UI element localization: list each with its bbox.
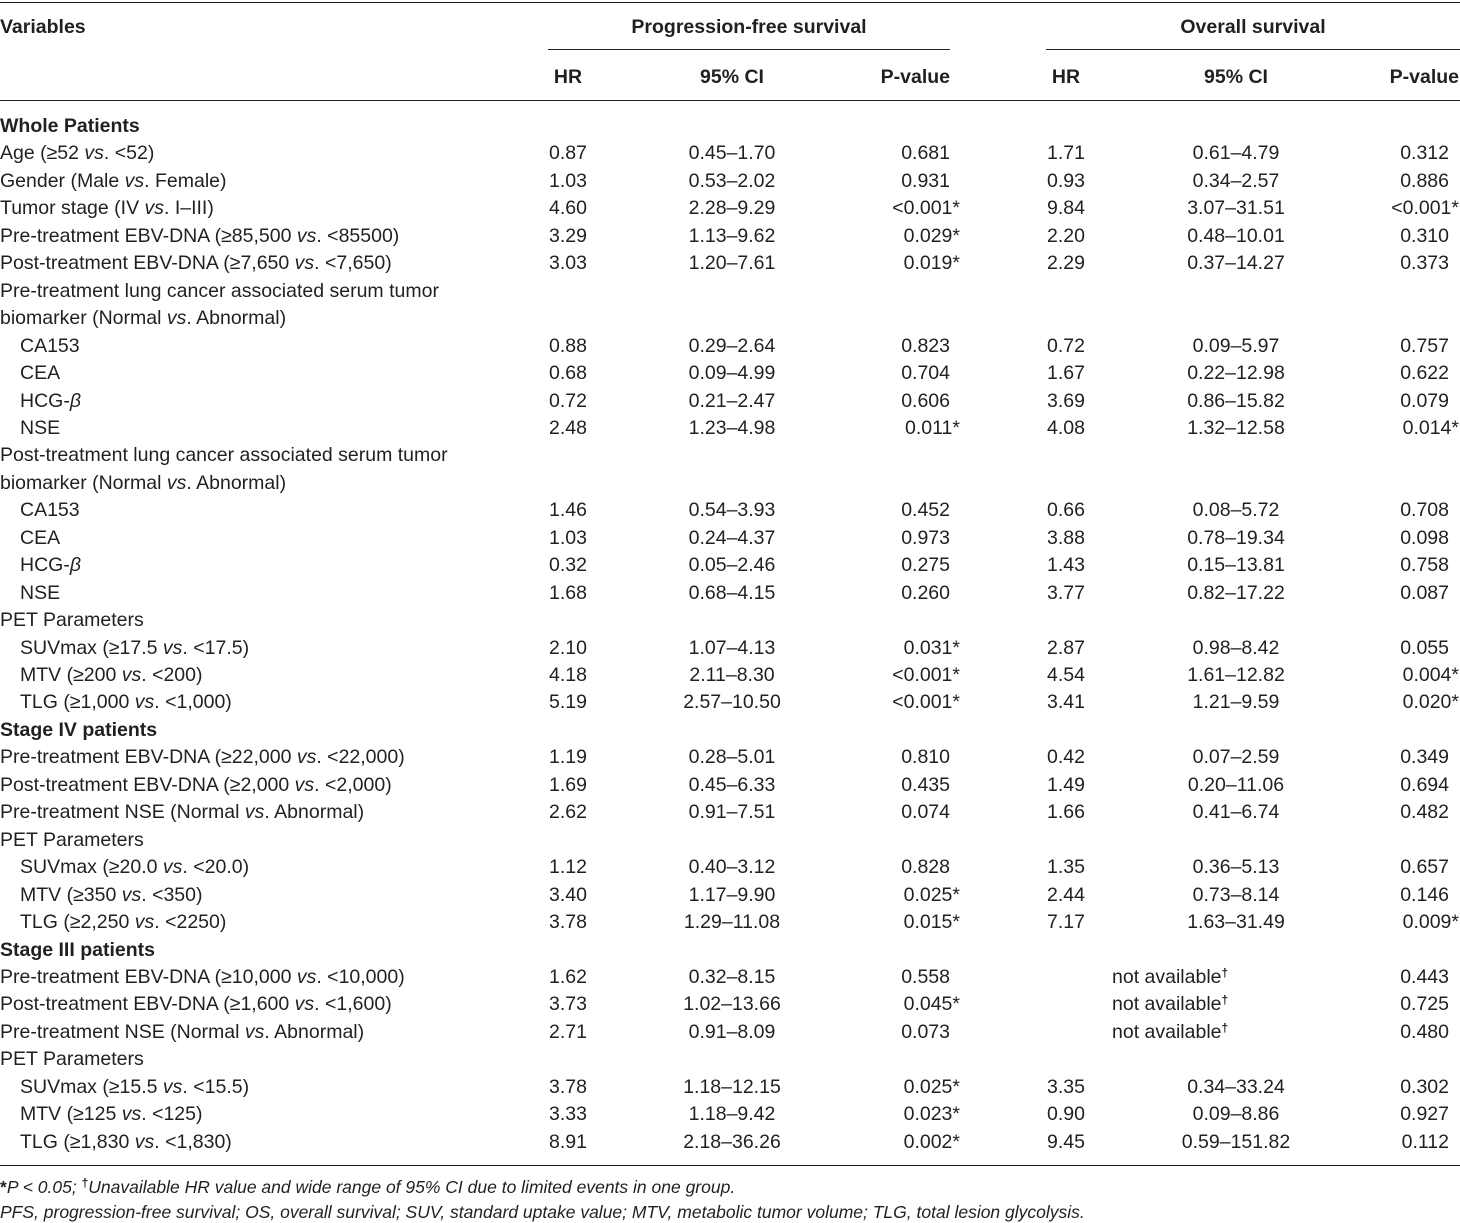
cell-os-p: 0.443 [1400,966,1449,988]
cell-pfs-hr: 8.91 [549,1131,587,1153]
table-top-rule [0,2,1460,3]
cell-os-hr: 1.35 [1047,856,1085,878]
cell-pfs-p: 0.025* [903,884,960,906]
cell-pfs-ci: 0.05–2.46 [688,554,776,576]
cell-os-p: 0.725 [1400,993,1449,1015]
cell-os-ci: 0.86–15.82 [1187,390,1285,412]
cell-pfs-ci: 0.91–8.09 [688,1021,776,1043]
cell-pfs-ci: 2.57–10.50 [683,691,781,713]
cell-pfs-p: 0.452 [901,499,950,521]
row-label: TLG (≥2,250 vs. <2250) [20,911,227,933]
cell-pfs-ci: 2.18–36.26 [683,1131,781,1153]
cell-pfs-hr: 2.48 [549,417,587,439]
row-label: Pre-treatment EBV-DNA (≥22,000 vs. <22,000) [0,746,405,768]
row-label: CA153 [20,335,80,357]
row-label: Gender (Male vs. Female) [0,170,227,192]
cell-os-p: 0.482 [1400,801,1449,823]
cell-pfs-p: 0.002* [903,1131,960,1153]
cell-pfs-hr: 4.18 [549,664,587,686]
cell-pfs-p: 0.073 [901,1021,950,1043]
row-label: Tumor stage (IV vs. I–III) [0,197,214,219]
row-label: HCG-β [20,554,81,576]
cell-pfs-p: 0.023* [903,1103,960,1125]
cell-os-p: 0.349 [1400,746,1449,768]
cell-pfs-p: 0.015* [903,911,960,933]
cell-os-hr: 2.44 [1047,884,1085,906]
row-label: Pre-treatment NSE (Normal vs. Abnormal) [0,1021,365,1043]
cell-pfs-hr: 1.12 [549,856,587,878]
cell-pfs-hr: 1.46 [549,499,587,521]
cell-pfs-p: 0.828 [901,856,950,878]
cell-os-ci: 0.34–33.24 [1187,1076,1285,1098]
cell-pfs-p: 0.681 [901,142,950,164]
row-label: SUVmax (≥15.5 vs. <15.5) [20,1076,250,1098]
cell-os-ci: 1.32–12.58 [1187,417,1285,439]
cell-pfs-hr: 0.87 [549,142,587,164]
cell-pfs-ci: 1.29–11.08 [683,911,781,933]
cell-pfs-hr: 3.33 [549,1103,587,1125]
cell-os-ci: 0.98–8.42 [1192,637,1280,659]
cell-pfs-hr: 0.68 [549,362,587,384]
row-label: NSE [20,582,61,604]
row-label: biomarker (Normal vs. Abnormal) [0,307,287,329]
cell-pfs-ci: 0.68–4.15 [688,582,776,604]
cell-pfs-hr: 2.62 [549,801,587,823]
cell-os-ci: 0.20–11.06 [1187,774,1285,796]
row-label: SUVmax (≥17.5 vs. <17.5) [20,637,250,659]
cell-os-hr: 1.49 [1047,774,1085,796]
cell-pfs-p: 0.031* [903,637,960,659]
dagger-mark: † [1221,993,1229,1007]
cell-pfs-ci: 0.28–5.01 [688,746,776,768]
cell-os-hr: 4.54 [1047,664,1085,686]
row-label: Post-treatment EBV-DNA (≥1,600 vs. <1,600) [0,993,392,1015]
cell-os-ci: 0.07–2.59 [1192,746,1280,768]
cell-pfs-hr: 5.19 [549,691,587,713]
cell-os-not-available: not available† [1112,966,1229,988]
row-label: CEA [20,527,61,549]
cell-pfs-p: <0.001* [892,664,960,686]
cell-pfs-p: 0.973 [901,527,950,549]
cell-pfs-ci: 0.54–3.93 [688,499,776,521]
row-label: PET Parameters [0,829,144,851]
cell-pfs-ci: 1.18–9.42 [688,1103,776,1125]
cell-os-hr: 2.87 [1047,637,1085,659]
row-label: TLG (≥1,000 vs. <1,000) [20,691,232,713]
row-label: SUVmax (≥20.0 vs. <20.0) [20,856,250,878]
cell-pfs-p: 0.810 [901,746,950,768]
cell-os-p: 0.312 [1400,142,1449,164]
cell-os-hr: 1.71 [1047,142,1085,164]
cell-os-p: 0.373 [1400,252,1449,274]
cell-os-ci: 0.73–8.14 [1192,884,1280,906]
row-label: Age (≥52 vs. <52) [0,142,155,164]
cell-os-hr: 0.66 [1047,499,1085,521]
cell-os-hr: 0.72 [1047,335,1085,357]
cell-pfs-ci: 0.09–4.99 [688,362,776,384]
cell-os-ci: 0.37–14.27 [1187,252,1285,274]
footnote-p-threshold: P < 0.05; [6,1177,82,1197]
cell-os-p: 0.098 [1400,527,1449,549]
cell-pfs-hr: 0.72 [549,390,587,412]
cell-os-ci: 3.07–31.51 [1187,197,1285,219]
row-label: Pre-treatment EBV-DNA (≥10,000 vs. <10,000) [0,966,405,988]
cell-pfs-hr: 1.69 [549,774,587,796]
row-label: PET Parameters [0,609,144,631]
cell-pfs-ci: 1.20–7.61 [688,252,776,274]
cell-pfs-p: 0.260 [901,582,950,604]
cell-pfs-p: 0.275 [901,554,950,576]
cell-os-ci: 0.09–8.86 [1192,1103,1280,1125]
cell-pfs-hr: 3.78 [549,1076,587,1098]
cell-os-hr: 0.42 [1047,746,1085,768]
cell-os-p: 0.302 [1400,1076,1449,1098]
header-os-hr: HR [1051,66,1081,88]
header-pfs-group: Progression-free survival [631,16,867,38]
cell-os-hr: 1.67 [1047,362,1085,384]
row-label: Pre-treatment NSE (Normal vs. Abnormal) [0,801,365,823]
cell-pfs-hr: 2.10 [549,637,587,659]
cell-os-ci: 0.78–19.34 [1187,527,1285,549]
row-label: NSE [20,417,61,439]
cell-os-p: 0.480 [1400,1021,1449,1043]
cell-os-p: 0.927 [1400,1103,1449,1125]
cell-os-ci: 0.15–13.81 [1187,554,1285,576]
cell-os-p: 0.758 [1400,554,1449,576]
cell-os-ci: 1.21–9.59 [1192,691,1280,713]
cell-pfs-ci: 0.24–4.37 [688,527,776,549]
cell-pfs-ci: 0.29–2.64 [688,335,776,357]
header-pfs-ci: 95% CI [700,66,764,88]
cell-pfs-hr: 1.62 [549,966,587,988]
cell-os-p: 0.657 [1400,856,1449,878]
cell-os-hr: 3.69 [1047,390,1085,412]
cell-os-hr: 3.41 [1047,691,1085,713]
row-label: PET Parameters [0,1048,144,1070]
header-pfs-p: P-value [880,66,950,88]
cell-pfs-ci: 1.23–4.98 [688,417,776,439]
cell-pfs-ci: 0.45–1.70 [688,142,776,164]
cell-pfs-ci: 0.45–6.33 [688,774,776,796]
cell-pfs-ci: 1.18–12.15 [683,1076,781,1098]
cell-os-p: 0.020* [1402,691,1459,713]
cell-pfs-hr: 1.03 [549,170,587,192]
row-label: Pre-treatment lung cancer associated serum tumor [0,280,439,302]
cell-pfs-p: 0.045* [903,993,960,1015]
row-label: CA153 [20,499,80,521]
cell-os-p: 0.087 [1400,582,1449,604]
section-heading: Stage III patients [0,939,155,961]
cell-os-ci: 0.82–17.22 [1187,582,1285,604]
cell-os-p: 0.004* [1402,664,1459,686]
cell-pfs-hr: 4.60 [549,197,587,219]
cell-os-hr: 1.66 [1047,801,1085,823]
cell-pfs-p: 0.558 [901,966,950,988]
cell-pfs-hr: 3.03 [549,252,587,274]
row-label: Post-treatment EBV-DNA (≥2,000 vs. <2,000) [0,774,392,796]
section-heading: Whole Patients [0,115,140,137]
footnote-unavailable-note: Unavailable HR value and wide range of 95% CI due to limited events in one group. [88,1177,736,1197]
cell-pfs-ci: 2.28–9.29 [688,197,776,219]
cell-os-p: 0.886 [1400,170,1449,192]
cell-os-p: 0.146 [1400,884,1449,906]
dagger-mark: † [1221,1021,1229,1035]
cell-pfs-p: 0.074 [901,801,950,823]
cell-pfs-p: 0.019* [903,252,960,274]
cell-pfs-ci: 1.02–13.66 [683,993,781,1015]
footnote-dagger: † [81,1176,89,1190]
cell-os-ci: 0.41–6.74 [1192,801,1280,823]
row-label: Post-treatment lung cancer associated serum tumor [0,444,448,466]
cell-pfs-p: 0.606 [901,390,950,412]
cell-os-not-available: not available† [1112,993,1229,1015]
cell-os-ci: 0.09–5.97 [1192,335,1280,357]
header-pfs-hr: HR [553,66,583,88]
cell-os-p: 0.694 [1400,774,1449,796]
cell-os-ci: 1.63–31.49 [1187,911,1285,933]
row-label: MTV (≥350 vs. <350) [20,884,203,906]
cell-os-p: 0.757 [1400,335,1449,357]
cell-os-hr: 0.90 [1047,1103,1085,1125]
cell-pfs-p: 0.931 [901,170,950,192]
cell-os-ci: 0.22–12.98 [1187,362,1285,384]
cell-os-hr: 7.17 [1047,911,1085,933]
cell-pfs-hr: 1.68 [549,582,587,604]
cell-os-ci: 0.48–10.01 [1187,225,1285,247]
cell-os-p: 0.014* [1402,417,1459,439]
cell-pfs-ci: 1.13–9.62 [688,225,776,247]
cell-os-ci: 0.61–4.79 [1192,142,1280,164]
cell-pfs-hr: 0.32 [549,554,587,576]
cell-pfs-ci: 0.32–8.15 [688,966,776,988]
cell-pfs-p: 0.435 [901,774,950,796]
table-bottom-rule [0,1165,1460,1166]
cell-pfs-p: <0.001* [892,691,960,713]
footnote-line-2: PFS, progression-free survival; OS, overall survival; SUV, standard uptake value; MTV, metabolic tumor volume; TLG, total lesion glycolysis. [0,1202,1085,1222]
row-label: Post-treatment EBV-DNA (≥7,650 vs. <7,650) [0,252,392,274]
row-label: MTV (≥125 vs. <125) [20,1103,203,1125]
cell-pfs-p: 0.704 [901,362,950,384]
header-os-p: P-value [1389,66,1459,88]
cell-os-hr: 2.20 [1047,225,1085,247]
cell-os-p: 0.708 [1400,499,1449,521]
cell-pfs-p: 0.011* [905,417,960,439]
cell-pfs-hr: 3.73 [549,993,587,1015]
cell-os-hr: 1.43 [1047,554,1085,576]
header-os-ci: 95% CI [1204,66,1268,88]
row-label: CEA [20,362,61,384]
row-label: biomarker (Normal vs. Abnormal) [0,472,287,494]
cell-os-hr: 4.08 [1047,417,1085,439]
row-label: TLG (≥1,830 vs. <1,830) [20,1131,232,1153]
cell-os-hr: 2.29 [1047,252,1085,274]
row-label: HCG-β [20,390,81,412]
os-group-rule [1046,49,1460,50]
cell-pfs-p: <0.001* [892,197,960,219]
cell-os-hr: 9.84 [1047,197,1085,219]
cell-pfs-hr: 1.03 [549,527,587,549]
cell-os-hr: 0.93 [1047,170,1085,192]
header-bottom-rule [0,100,1460,101]
cell-pfs-hr: 0.88 [549,335,587,357]
cell-os-p: 0.310 [1400,225,1449,247]
cell-os-hr: 3.77 [1047,582,1085,604]
cell-pfs-p: 0.029* [903,225,960,247]
cell-os-p: 0.112 [1401,1131,1449,1153]
cell-pfs-hr: 2.71 [549,1021,587,1043]
cell-os-ci: 0.36–5.13 [1192,856,1280,878]
footnote-line-1 [0,1176,735,1198]
cell-pfs-ci: 0.53–2.02 [688,170,776,192]
cell-os-ci: 1.61–12.82 [1187,664,1285,686]
cell-pfs-ci: 0.91–7.51 [688,801,776,823]
cell-pfs-ci: 1.17–9.90 [688,884,776,906]
footnote-star: * [0,1177,7,1197]
row-label: MTV (≥200 vs. <200) [20,664,203,686]
cell-os-ci: 0.34–2.57 [1192,170,1280,192]
cell-pfs-hr: 3.40 [549,884,587,906]
section-heading: Stage IV patients [0,719,158,741]
cell-pfs-ci: 0.21–2.47 [688,390,776,412]
cell-os-hr: 3.88 [1047,527,1085,549]
header-os-group: Overall survival [1180,16,1326,38]
cell-os-p: 0.055 [1400,637,1449,659]
cell-os-hr: 3.35 [1047,1076,1085,1098]
cell-pfs-hr: 3.29 [549,225,587,247]
pfs-group-rule [548,49,950,50]
dagger-mark: † [1221,966,1229,980]
cell-os-p: <0.001* [1391,197,1459,219]
cell-pfs-hr: 3.78 [549,911,587,933]
cell-pfs-p: 0.823 [901,335,950,357]
cell-os-not-available: not available† [1112,1021,1229,1043]
row-label: Pre-treatment EBV-DNA (≥85,500 vs. <85500) [0,225,400,247]
header-variables: Variables [0,16,86,38]
cell-os-p: 0.079 [1400,390,1449,412]
cell-pfs-ci: 0.40–3.12 [688,856,776,878]
cell-pfs-ci: 2.11–8.30 [689,664,775,686]
cell-os-ci: 0.08–5.72 [1192,499,1280,521]
cell-os-hr: 9.45 [1047,1131,1085,1153]
cell-pfs-hr: 1.19 [549,746,587,768]
cell-os-p: 0.009* [1402,911,1459,933]
cell-os-ci: 0.59–151.82 [1181,1131,1291,1153]
cell-os-p: 0.622 [1400,362,1449,384]
cell-pfs-p: 0.025* [903,1076,960,1098]
cell-pfs-ci: 1.07–4.13 [688,637,776,659]
